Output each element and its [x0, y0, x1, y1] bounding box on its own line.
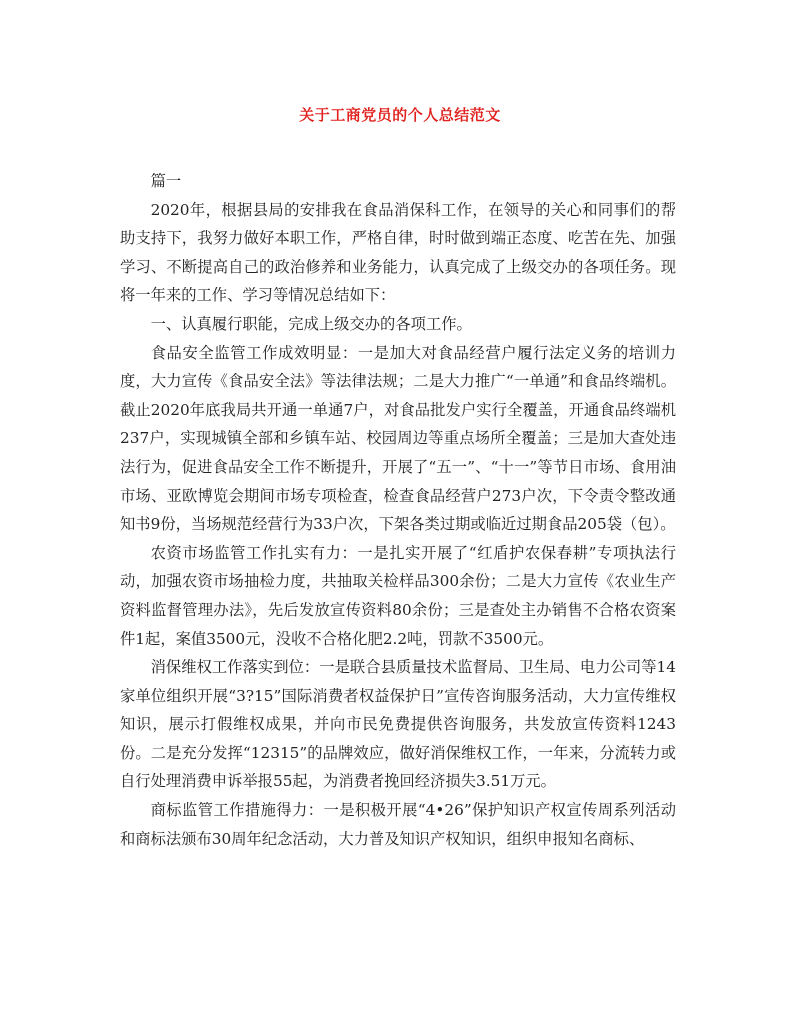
- document-body: [120, 167, 676, 853]
- agri-market-paragraph: 农资市场监管工作扎实有力：一是扎实开展了“红盾护农保春耕”专项执法行动，加强农资市场抽检力度，共抽取关检样品300余份；二是大力宣传《农业生产资料监督管理办法》，先后发放宣传资料80余份；三是查处主办销售不合格农资案件1起，案值3500元，没收不合格化肥2.2吨，罚款不3500元。: [120, 543, 676, 648]
- section-heading: 篇一: [150, 172, 182, 190]
- intro-paragraph: 2020年，根据县局的安排我在食品消保科工作，在领导的关心和同事们的帮助支持下，我努力做好本职工作，严格自律，时时做到端正态度、吃苦在先、加强学习、不断提高自己的政治修养和业务能力，认真完成了上级交办的各项任务。现将一年来的工作、学习等情况总结如下：: [120, 200, 676, 305]
- trademark-paragraph: 商标监管工作措施得力：一是积极开展“4•26”保护知识产权宣传周系列活动和商标法颁布30周年纪念活动，大力普及知识产权知识，组织申报知名商标、: [120, 801, 676, 848]
- food-safety-paragraph: 食品安全监管工作成效明显：一是加大对食品经营户履行法定义务的培训力度，大力宣传《食品安全法》等法律法规；二是大力推广“一单通”和食品终端机。截止2020年底我局共开通一单通7户，对食品批发户实行全覆盖，开通食品终端机237户，实现城镇全部和乡镇车站、校园周边等重点场所全覆盖；三是加大查处违法行为，促进食品安全工作不断提升，开展了“五一”、“十一”等节日市场、食用油市场、亚欧博览会期间市场专项检查，检查食品经营户273户次，下令责令整改通知书9份，当场规范经营行为33户次，下架各类过期或临近过期食品205袋（包）。: [120, 343, 676, 534]
- subheading-paragraph: 一、认真履行职能，完成上级交办的各项工作。: [150, 314, 472, 333]
- consumer-rights-paragraph: 消保维权工作落实到位：一是联合县质量技术监督局、卫生局、电力公司等14家单位组织开展“3?15”国际消费者权益保护日”宣传咨询服务活动，大力宣传维权知识，展示打假维权成果，并向市民免费提供咨询服务，共发放宣传资料1243份。二是充分发挥“12315”的品牌效应，做好消保维权工作，一年来，分流转力或自行处理消费申诉举报55起，为消费者挽回经济损失3.51万元。: [120, 658, 676, 791]
- document-title: 关于工商党员的个人总结范文: [299, 106, 501, 124]
